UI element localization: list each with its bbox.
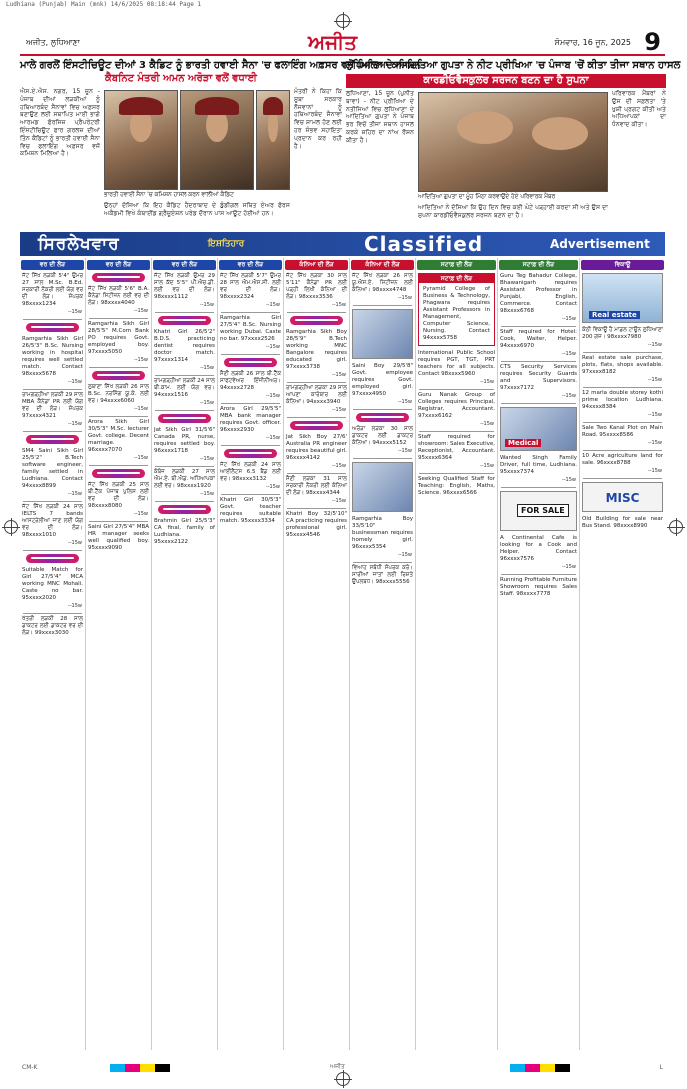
ad-code: --15w (265, 484, 280, 490)
ad-code: --15w (647, 468, 662, 474)
cadet-photo (180, 90, 254, 190)
ad-code: --15w (265, 344, 280, 350)
column-header: ਵਰ ਦੀ ਲੋੜ (21, 260, 84, 270)
classified-ad: 12 marla double storey kothi prime location Ludhiana. 94xxxx8384 (582, 390, 663, 410)
classified-ad: Arora Sikh Girl 30/5'3" M.Sc. lecturer Govt. college. Decent marriage. 96xxxx7070 (88, 419, 149, 453)
masthead-logo: ਅਜੀਤ (308, 30, 358, 54)
column-header: ਵਰ ਦੀ ਲੋੜ (219, 260, 282, 270)
ad-code: --15w (647, 342, 662, 348)
classified-ad: Staff required for showroom: Sales Executive, Receptionist, Accountant. 95xxxx6364 (418, 434, 495, 461)
ad-code: --15w (331, 463, 346, 469)
classified-ad: ਰਾਮਗੜ੍ਹੀਆ ਲੜਕਾ 29 ਸਾਲ ਆਪਣਾ ਕਾਰੋਬਾਰ ਲਈ ਕੰਨਿਆ। 94xxxx3940 (286, 385, 347, 405)
classified-ad: Ramgarhia Sikh Girl 26/5'3" B.Sc. Nursing working in hospital requires well settled match. Contact 98xxxx5678 (22, 336, 83, 377)
story-subheadline: ਕੈਬਨਿਟ ਮੰਤਰੀ ਅਮਨ ਅਰੋੜਾ ਵਲੋਂ ਵਧਾਈ (105, 73, 257, 84)
classified-ad: Wanted Singh Family Driver, full time, Ludhiana. 95xxxx7374 (500, 455, 577, 475)
classified-ad: ਜੱਟ ਸਿੱਖ ਲੜਕੀ 5'7" ਉਮਰ 28 ਸਾਲ ਐਮ.ਐਸ.ਸੀ. ਲਈ ਵਰ ਦੀ ਲੋੜ। 98xxxx2324 (220, 273, 281, 300)
ad-code: --15w (561, 477, 576, 483)
classified-ad: ਜੱਟ ਸਿੱਖ ਲੜਕਾ 26 ਸਾਲ ਯੂ.ਐਸ.ਏ. ਸਿਟੀਜ਼ਨ ਲਈ ਕੰਨਿਆ। 98xxxx4748 (352, 273, 413, 293)
footer-right: L (659, 1064, 663, 1071)
story-paragraph: ਮੰਤਰੀ ਨੇ ਕਿਹਾ ਕਿ ਸੂਬਾ ਸਰਕਾਰ ਨੌਜਵਾਨਾਂ ਨੂੰ ਹਥਿਆਰਬੰਦ ਸੈਨਾਵਾਂ ਵਿਚ ਸ਼ਾਮਲ ਹੋਣ ਲਈ ਹਰ ਸੰਭਵ ਸਹਾਇਤਾ ਪ੍ਰਦਾਨ ਕਰ ਰਹੀ ਹੈ। (294, 88, 342, 150)
classified-ad: ਸੈਣੀ ਲੜਕਾ 31 ਸਾਲ ਸਰਕਾਰੀ ਨੌਕਰੀ ਲਈ ਕੰਨਿਆ ਦੀ ਲੋੜ। 98xxxx4344 (286, 476, 347, 496)
banner-punjabi-title: ਸਿਰਲੇਖਵਾਰ (38, 234, 120, 254)
color-bar (510, 1064, 570, 1072)
cadet-photo (256, 90, 290, 190)
for-sale-label: FOR SALE (517, 504, 569, 517)
column-header: ਵਿਕਾਊ (581, 260, 664, 270)
classified-ad: 10 Acre agriculture land for sale. 96xxxx8788 (582, 453, 663, 466)
classified-ad: Staff required for Hotel: Cook, Waiter, Helper. 94xxxx6970 (500, 329, 577, 349)
ad-code: --15w (561, 393, 576, 399)
classified-ad: ਜੱਟ ਸਿੱਖ ਲੜਕੀ 24 ਸਾਲ ਆਈਲੈਟਸ 6.5 ਬੈਂਡ ਲਈ ਵਰ। 98xxxx3132 (220, 462, 281, 482)
classified-ad: ਵਿਆਹ ਸਬੰਧੀ ਸੰਪਰਕ ਕਰੋ। ਸਾਰੀਆਂ ਜਾਤਾਂ ਲਈ ਰਿਸ਼ਤੇ ਉਪਲਬਧ। 98xxxx5556 (352, 565, 413, 585)
ad-code: --15w (133, 357, 148, 363)
footer-left: CM-K (22, 1064, 38, 1071)
ad-code: --15w (397, 448, 412, 454)
color-bar (110, 1064, 170, 1072)
classified-ad: Pyramid College of Business & Technology, Phagwara requires Assistant Professors in Management, Computer Science, Nursing. Contact 94xxxx5758 (423, 286, 490, 341)
ad-code: --15w (479, 379, 494, 385)
ad-code: --15w (331, 302, 346, 308)
classified-ad: Saini Boy 29/5'8" Govt. employee requires Govt. employed girl. 97xxxx4950 (352, 363, 413, 397)
ad-code: --15w (199, 365, 214, 371)
ad-code: --15w (265, 435, 280, 441)
ad-code: --15w (397, 399, 412, 405)
ad-code: --15w (265, 302, 280, 308)
ad-code: --15w (133, 308, 148, 314)
classified-ad: ਖੱਤਰੀ ਲੜਕੀ 28 ਸਾਲ ਡਾਕਟਰ ਲਈ ਡਾਕਟਰ ਵਰ ਦੀ ਲੋੜ। 99xxxx3030 (22, 616, 83, 636)
classified-ad: ਲੁਬਾਣਾ ਸਿੱਖ ਲੜਕੀ 26 ਸਾਲ B.Sc. ਨਰਸਿੰਗ ਯੂ.ਕੇ. ਲਈ ਵਰ। 94xxxx6060 (88, 384, 149, 404)
ad-code: --15w (479, 421, 494, 427)
ad-code: --15w (561, 351, 576, 357)
classified-ad: ਜੱਟ ਸਿੱਖ ਲੜਕਾ 30 ਸਾਲ 5'11" ਕੈਨੇਡਾ PR ਲਈ ਪੜ੍ਹੀ ਲਿਖੀ ਕੰਨਿਆ ਦੀ ਲੋੜ। 98xxxx3536 (286, 273, 347, 300)
ad-tag-icon (290, 421, 343, 430)
ad-code: --15w (265, 393, 280, 399)
classified-grid (20, 258, 665, 1050)
classified-column (350, 258, 416, 1050)
classified-ad: SM4 Saini Sikh Girl 25/5'2" B.Tech software engineer, family settled in Ludhiana. Contact 94xxxx8899 (22, 448, 83, 489)
medical-image (500, 407, 577, 451)
ad-code: --15w (331, 407, 346, 413)
ad-code: --15w (647, 377, 662, 383)
classified-column (218, 258, 284, 1050)
ad-tag-icon (224, 358, 277, 367)
classified-ad: Guru Nanak Group of Colleges requires Principal, Registrar, Accountant. 97xxxx6162 (418, 392, 495, 419)
cadet-photo (104, 90, 178, 190)
classified-ad: Jat Sikh Girl 31/5'6" Canada PR, nurse, requires settled boy. 96xxxx1718 (154, 427, 215, 454)
classified-ad: Guru Teg Bahadur College, Bhawanigarh requires Assistant Professor in Punjabi, English, Commerce. Contact 98xxxx6768 (500, 273, 577, 314)
ad-code: --15w (133, 406, 148, 412)
ad-code: --15w (199, 302, 214, 308)
medical-label: Medical (505, 439, 541, 447)
ad-tag-icon (26, 435, 79, 444)
story-paragraph: ਉਨ੍ਹਾਂ ਦੱਸਿਆ ਕਿ ਇਹ ਕੈਡਿਟ ਹੈਦਰਾਬਾਦ ਦੇ ਡੁੰਡੀਗਲ ਸਥਿਤ ਏਅਰ ਫੋਰਸ ਅਕੈਡਮੀ ਵਿਖੇ ਕੰਬਾਈਂਡ ਗ੍ਰੈਜੂਏਸ਼ਨ ਪਰੇਡ ਦੌਰਾਨ ਪਾਸ ਆਊਟ ਹੋਈਆਂ ਹਨ। (104, 202, 290, 217)
classified-ad: Ramgarhia Sikh Boy 28/5'9" B.Tech working MNC Bangalore requires educated girl. 97xxxx3738 (286, 329, 347, 370)
ad-code: --15w (199, 456, 214, 462)
ad-tag-icon (290, 316, 343, 325)
ad-code: --15w (199, 491, 214, 497)
ad-code: --15w (199, 400, 214, 406)
classified-ad: ਰਾਮਗੜ੍ਹੀਆ ਲੜਕੀ 29 ਸਾਲ MBA ਕੈਨੇਡਾ PR ਲਈ ਯੋਗ ਵਰ ਦੀ ਲੋੜ। ਸੰਪਰਕ 97xxxx4321 (22, 392, 83, 419)
ad-code: --15w (561, 564, 576, 570)
registration-mark-icon (4, 520, 18, 534)
registration-mark-icon (336, 14, 350, 28)
classified-ad: Seeking Qualified Staff for Teaching: English, Maths, Science. 96xxxx6566 (418, 476, 495, 496)
ad-code: --15w (397, 295, 412, 301)
column-header: ਵਰ ਦੀ ਲੋੜ (87, 260, 150, 270)
ad-tag-icon (92, 371, 145, 380)
classified-ad: ਜੱਟ ਸਿੱਖ ਲੜਕੀ 5'4" ਉਮਰ 27 ਸਾਲ M.Sc. B.Ed. ਸਰਕਾਰੀ ਨੌਕਰੀ ਲਈ ਯੋਗ ਵਰ ਦੀ ਲੋੜ। ਸੰਪਰਕ 98xxxx1234 (22, 273, 83, 307)
boxed-ad-title: ਸਟਾਫ਼ ਦੀ ਲੋੜ (419, 274, 494, 283)
column-header: ਸਟਾਫ਼ ਦੀ ਲੋੜ (499, 260, 578, 270)
classified-ad: International Public School requires PGT, TGT, PRT teachers for all subjects. Contact 98xxxx5960 (418, 350, 495, 377)
ad-tag-icon (158, 316, 211, 325)
ad-code: --15w (67, 421, 82, 427)
story-subheadline: ਕਾਰਡੀਓਵੈਸਕੁਲਰ ਸਰਜਨ ਬਣਨ ਦਾ ਹੈ ਸੁਪਨਾ (346, 74, 666, 88)
classified-column (86, 258, 152, 1050)
for-sale-sign-image (500, 491, 577, 531)
classified-ad: Ramgarhia Girl 27/5'4" B.Sc. Nursing working Dubai. Caste no bar. 97xxxx2526 (220, 315, 281, 342)
ad-tag-icon (158, 505, 211, 514)
classified-ad: ਜੱਟ ਸਿੱਖ ਲੜਕੀ 24 ਸਾਲ IELTS 7 bands ਆਸਟ੍ਰੇਲੀਆ ਜਾਣ ਲਈ ਯੋਗ ਵਰ ਦੀ ਲੋੜ। 98xxxx1010 (22, 504, 83, 538)
classified-ad: Sale Two Kanal Plot on Main Road. 95xxxx8586 (582, 425, 663, 438)
classified-ad: Suitable Match for Girl 27/5'4" MCA working MNC Mohali. Caste no bar. 95xxxx2020 (22, 567, 83, 601)
ad-tag-icon (158, 414, 211, 423)
misc-image (582, 482, 663, 512)
classified-ad: Arora Girl 29/5'5" MBA bank manager requires Govt. officer. 96xxxx2930 (220, 406, 281, 433)
page-footer (20, 1062, 665, 1074)
classified-column (580, 258, 665, 1050)
story-paragraph: ਲੁਧਿਆਣਾ, 15 ਜੂਨ (ਪੁਨੀਤ ਬਾਵਾ) - ਨੀਟ ਪ੍ਰੀਖਿਆ ਦੇ ਨਤੀਜਿਆਂ ਵਿਚ ਲੁਧਿਆਣਾ ਦੇ ਆਦਿਤਿਆ ਗੁਪਤਾ ਨੇ ਪੰਜਾਬ ਭਰ ਵਿਚੋਂ ਤੀਜਾ ਸਥਾਨ ਹਾਸਲ ਕਰਕੇ ਸ਼ਹਿਰ ਦਾ ਨਾਂਅ ਰੌਸ਼ਨ ਕੀਤਾ ਹੈ। (346, 90, 414, 144)
student-image (352, 462, 413, 512)
classified-ad: Old Building for sale near Bus Stand. 98xxxx8990 (582, 516, 663, 529)
story-headline: ਲੁਧਿਆਣਾ ਦੇ ਆਦਿਤਿਆ ਗੁਪਤਾ ਨੇ ਨੀਟ ਪ੍ਰੀਖਿਆ 'ਚ ਪੰਜਾਬ 'ਚੋਂ ਕੀਤਾ ਤੀਜਾ ਸਥਾਨ ਹਾਸਲ (346, 60, 681, 71)
classified-ad: Running Profitable Furniture Showroom requires Sales Staff. 98xxxx7778 (500, 577, 577, 597)
ad-code: --15w (647, 412, 662, 418)
ad-tag-icon (92, 273, 145, 282)
ad-tag-icon (224, 449, 277, 458)
classified-ad: Brahmin Girl 25/5'3" CA final, family of Ludhiana. 95xxxx2122 (154, 518, 215, 545)
classified-ad: Ramgarhia Boy 33/5'10" businessman requires homely girl. 96xxxx5354 (352, 516, 413, 550)
classified-ad: ਕੰਬੋਜ ਲੜਕੀ 27 ਸਾਲ ਐਮ.ਏ. ਬੀ.ਐਡ. ਅਧਿਆਪਕਾ ਲਈ ਵਰ। 98xxxx1920 (154, 469, 215, 489)
classified-ad: ਜੱਟ ਸਿੱਖ ਲੜਕੀ ਉਮਰ 29 ਸਾਲ ਕੱਦ 5'5" ਪੀ.ਐਚ.ਡੀ. ਲਈ ਵਰ ਦੀ ਲੋੜ। 98xxxx1112 (154, 273, 215, 300)
ad-code: --15w (67, 603, 82, 609)
classified-ad: ਅਰੋੜਾ ਲੜਕਾ 30 ਸਾਲ ਡਾਕਟਰ ਲਈ ਡਾਕਟਰ ਕੰਨਿਆ। 94xxxx5152 (352, 426, 413, 446)
banner-advertisement-title: Advertisement (550, 237, 650, 251)
classified-ad: Jat Sikh Boy 27/6' Australia PR engineer requires beautiful girl. 96xxxx4142 (286, 434, 347, 461)
story-paragraph: ਆਦਿਤਿਆ ਨੇ ਦੱਸਿਆ ਕਿ ਉਹ ਦਿਨ ਵਿਚ ਕਈ ਘੰਟੇ ਪੜ੍ਹਾਈ ਕਰਦਾ ਸੀ ਅਤੇ ਉਸ ਦਾ ਸੁਪਨਾ ਕਾਰਡੀਓਵੈਸਕੁਲਰ ਸਰਜਨ ਬਣਨ ਦਾ ਹੈ। (418, 204, 608, 219)
ad-code: --15w (561, 316, 576, 322)
classified-ad: CTS Security Services requires Security Guards and Supervisors. 97xxxx7172 (500, 364, 577, 391)
classified-ad: A Continental Cafe is looking for a Cook and Helper. Contact 96xxxx7576 (500, 535, 577, 562)
banner-punjabi-subtitle: ਇਸ਼ਤਿਹਾਰ (208, 239, 245, 249)
footer-center: ਅਜੀਤ (330, 1063, 345, 1070)
ad-code: --15w (397, 552, 412, 558)
ad-code: --15w (647, 440, 662, 446)
news-story-neet (346, 60, 681, 230)
classified-ad: Khatri Girl 26/5'2" B.D.S. practicing dentist requires doctor match. 97xxxx1314 (154, 329, 215, 363)
column-header: ਵਰ ਦੀ ਲੋੜ (153, 260, 216, 270)
ad-tag-icon (26, 323, 79, 332)
ad-code: --15w (67, 491, 82, 497)
print-strip: Ludhiana (Punjab) Main (mnk) 14/6/2025 08:18:44 Page 1 (6, 1, 202, 8)
ad-code: --15w (133, 511, 148, 517)
masthead-city: ਅਜੀਤ, ਲੁਧਿਆਣਾ (26, 38, 80, 47)
classified-ad: ਕੋਠੀ ਵਿਕਾਊ ਹੈ ਮਾਡਲ ਟਾਊਨ ਲੁਧਿਆਣਾ 200 ਗਜ਼। 98xxxx7980 (582, 327, 663, 340)
ad-code: --15w (67, 540, 82, 546)
classified-ad: Ramgarhia Sikh Girl 28/5'5" M.Com Bank PO requires Govt. employed boy. 97xxxx5050 (88, 321, 149, 355)
classified-ad: Khatri Boy 32/5'10" CA practicing requires professional girl. 95xxxx4546 (286, 511, 347, 538)
classified-column (416, 258, 498, 1050)
registration-mark-icon (669, 520, 683, 534)
ad-code: --15w (331, 498, 346, 504)
classified-column (498, 258, 580, 1050)
classified-ad: ਰਾਮਗੜ੍ਹੀਆ ਲੜਕੀ 24 ਸਾਲ ਬੀ.ਕਾਮ. ਲਈ ਯੋਗ ਵਰ। 94xxxx1516 (154, 378, 215, 398)
classified-ad: Real estate sale purchase, plots, flats, shops available. 97xxxx8182 (582, 355, 663, 375)
family-photo (418, 92, 608, 192)
classified-ad: ਜੱਟ ਸਿੱਖ ਲੜਕੀ 25 ਸਾਲ ਬੀ.ਟੈੱਕ ਪੰਜਾਬ ਪੁਲਿਸ ਲਈ ਵਰ ਦੀ ਲੋੜ। 98xxxx8080 (88, 482, 149, 509)
photo-caption: ਭਾਰਤੀ ਹਵਾਈ ਸੈਨਾ 'ਚ ਕਮਿਸ਼ਨ ਹਾਸਲ ਕਰਨ ਵਾਲੀਆਂ ਕੈਡਿਟ (104, 192, 234, 198)
banner-classified-title: Classified (364, 232, 484, 256)
classified-ad: Saini Girl 27/5'4" MBA HR manager seeks well qualified boy. 95xxxx9090 (88, 524, 149, 551)
registration-mark-icon (336, 1072, 350, 1086)
ad-code: --15w (331, 372, 346, 378)
ad-code: --15w (67, 379, 82, 385)
column-header: ਕੰਨਿਆ ਦੀ ਲੋੜ (351, 260, 414, 270)
classified-column (20, 258, 86, 1050)
masthead-date: ਸੋਮਵਾਰ, 16 ਜੂਨ, 2025 (554, 38, 631, 47)
column-header: ਸਟਾਫ਼ ਦੀ ਲੋੜ (417, 260, 496, 270)
house-image (582, 273, 663, 323)
classified-ad: ਸੈਣੀ ਲੜਕੀ 26 ਸਾਲ ਬੀ.ਟੈੱਕ ਸਾਫਟਵੇਅਰ ਇੰਜੀਨੀਅਰ। 94xxxx2728 (220, 371, 281, 391)
story-paragraph: ਐਸ.ਏ.ਐਸ. ਨਗਰ, 15 ਜੂਨ - ਪੰਜਾਬ ਦੀਆਂ ਲੜਕੀਆਂ ਨੂੰ ਹਥਿਆਰਬੰਦ ਸੈਨਾਵਾਂ ਵਿਚ ਅਫ਼ਸਰ ਬਣਾਉਣ ਲਈ ਸਥਾਪਿਤ ਮਾਈ ਭਾਗੋ ਆਰਮਡ ਫੋਰਸਿਜ਼ ਪ੍ਰੈਪਰੇਟਰੀ ਇੰਸਟੀਚਿਊਟ ਫਾਰ ਗਰਲਜ਼ ਦੀਆਂ ਤਿੰਨ ਕੈਡਿਟਾਂ ਨੂੰ ਭਾਰਤੀ ਹਵਾਈ ਸੈਨਾ ਵਿਚ ਫਲਾਇੰਗ ਅਫ਼ਸਰ ਵਜੋਂ ਕਮਿਸ਼ਨ ਮਿਲਿਆ ਹੈ। (20, 88, 100, 158)
masthead (20, 30, 665, 56)
ad-code: --15w (133, 455, 148, 461)
classified-column (152, 258, 218, 1050)
real-estate-label: Real estate (589, 311, 640, 319)
ad-code: --15w (479, 463, 494, 469)
photo-caption: ਆਦਿਤਿਆ ਗੁਪਤਾ ਦਾ ਮੂੰਹ ਮਿੱਠਾ ਕਰਵਾਉਂਦੇ ਹੋਏ ਪਰਿਵਾਰਕ ਮੈਂਬਰ (418, 194, 556, 200)
page-number: 9 (644, 28, 661, 56)
story-headline: ਮਾਲੇ ਗਰਲੋਂ ਇੰਸਟੀਚਿਊਟ ਦੀਆਂ 3 ਕੈਡਿਟ ਨੂੰ ਭਾਰਤੀ ਹਵਾਈ ਸੈਨਾ 'ਚ ਫਲਾਇੰਗ ਅਫ਼ਸਰ ਵਜੋਂ ਮਿਲਿਆ ਕਮਿਸ਼ਨ (20, 60, 422, 71)
ad-tag-icon (356, 413, 409, 422)
classified-column (284, 258, 350, 1050)
ad-tag-icon (26, 554, 79, 563)
classified-banner (20, 232, 665, 256)
office-chair-image (352, 309, 413, 359)
column-header: ਕੰਨਿਆ ਦੀ ਲੋੜ (285, 260, 348, 270)
classified-ad: Khatri Girl 30/5'3" Govt. teacher requires suitable match. 95xxxx3334 (220, 497, 281, 524)
classified-ad: ਜੱਟ ਸਿੱਖ ਲੜਕੀ 5'6" B.A. ਕੈਨੇਡਾ ਸਿਟੀਜ਼ਨ ਲਈ ਵਰ ਦੀ ਲੋੜ। 98xxxx4040 (88, 286, 149, 306)
misc-label: MISC (605, 491, 640, 505)
boxed-ad (418, 273, 495, 346)
ad-tag-icon (92, 469, 145, 478)
ad-code: --15w (67, 309, 82, 315)
story-paragraph: ਪਰਿਵਾਰਕ ਮੈਂਬਰਾਂ ਨੇ ਉਸ ਦੀ ਸਫ਼ਲਤਾ 'ਤੇ ਖੁਸ਼ੀ ਪ੍ਰਗਟ ਕੀਤੀ ਅਤੇ ਅਧਿਆਪਕਾਂ ਦਾ ਧੰਨਵਾਦ ਕੀਤਾ। (612, 90, 666, 129)
